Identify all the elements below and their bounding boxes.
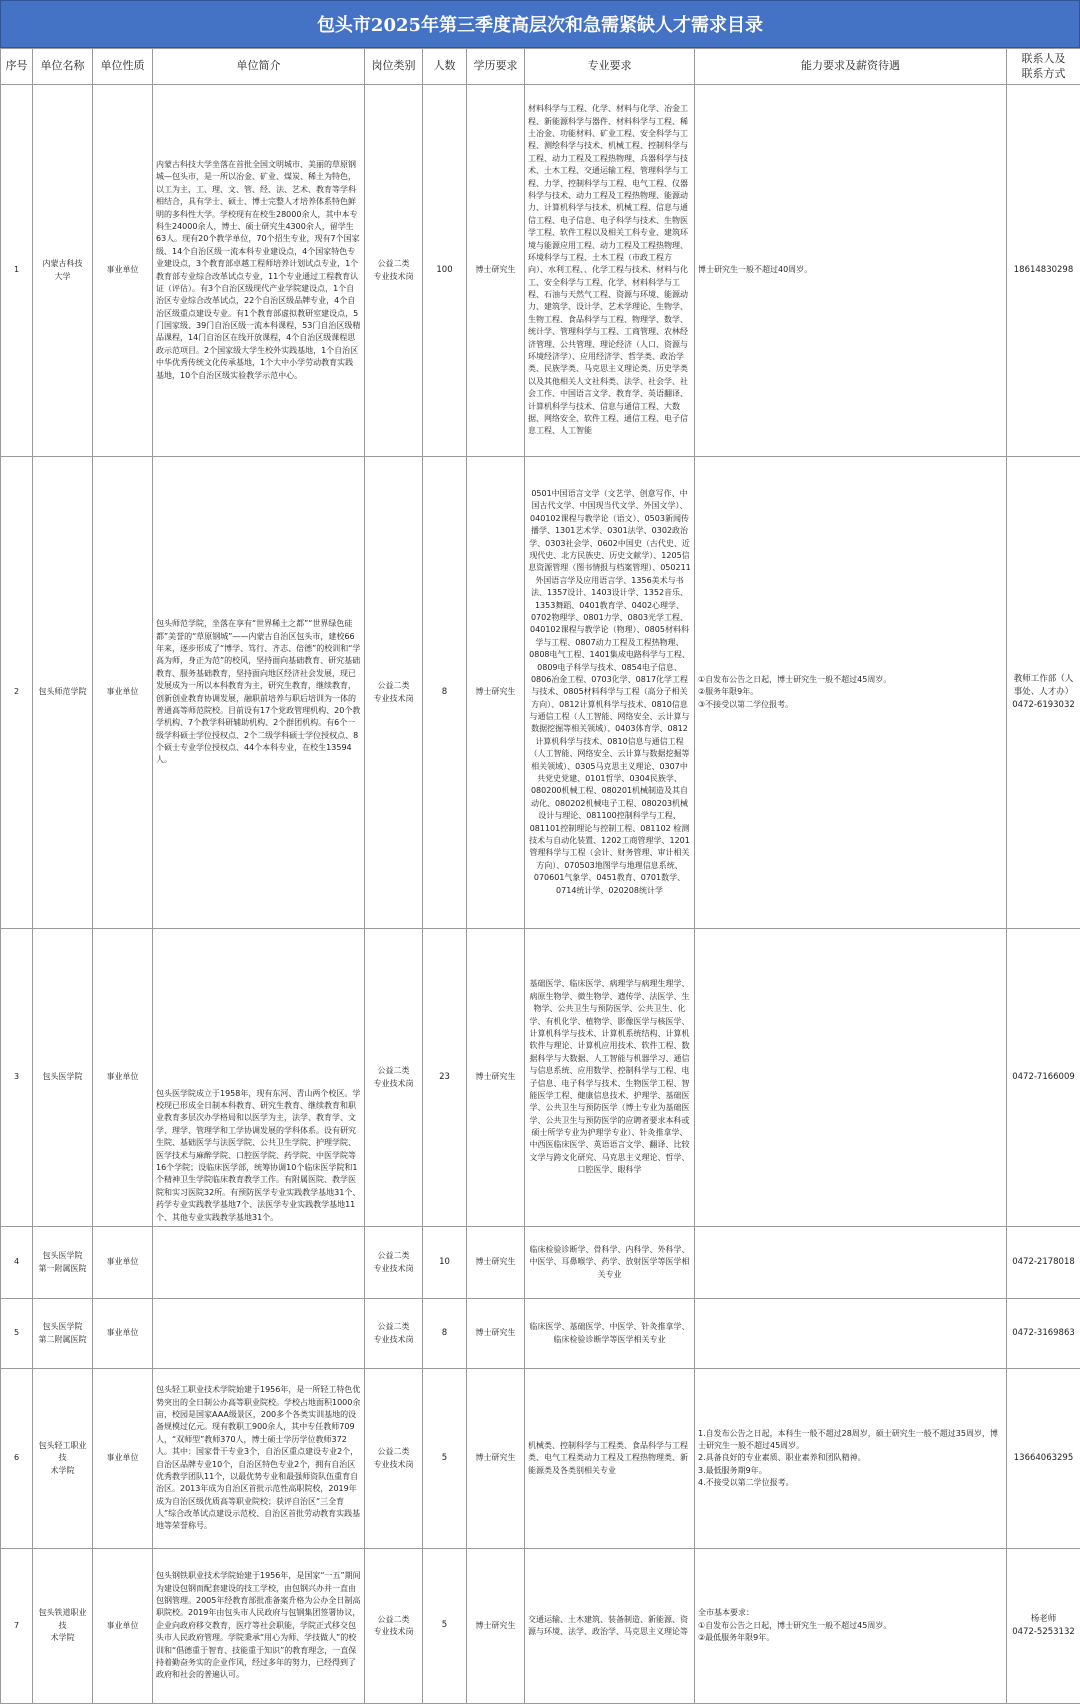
unit-nature: 事业单位 xyxy=(93,1299,153,1369)
row-no: 5 xyxy=(1,1299,33,1369)
major-requirement: 临床医学、基础医学、中医学、针灸推拿学、临床检验诊断学等医学相关专业 xyxy=(525,1299,695,1369)
unit-nature: 事业单位 xyxy=(93,929,153,1227)
contact: 18614830298 xyxy=(1007,85,1080,457)
unit-nature: 事业单位 xyxy=(93,457,153,929)
unit-name: 包头轻工职业技 术学院 xyxy=(33,1369,93,1549)
contact: 0472-2178018 xyxy=(1007,1227,1080,1299)
education: 博士研究生 xyxy=(467,929,525,1227)
talent-demand-table xyxy=(0,48,1080,1704)
headcount: 8 xyxy=(423,457,467,929)
row-no: 2 xyxy=(1,457,33,929)
major-requirement: 临床检验诊断学、骨科学、内科学、外科学、中医学、耳鼻喉学、药学、放射医学等医学相关专业 xyxy=(525,1227,695,1299)
ability-requirement: ①自发布公告之日起，博士研究生一般不超过45周岁。 ②服务年限9年。 ③不接受以第二学位报考。 xyxy=(695,457,1007,929)
header-count: 人数 xyxy=(423,49,467,85)
unit-name: 内蒙古科技 大学 xyxy=(33,85,93,457)
contact: 教师工作部（人事处、人才办） 0472-6193032 xyxy=(1007,457,1080,929)
header-ability: 能力要求及薪资待遇 xyxy=(695,49,1007,85)
row-no: 4 xyxy=(1,1227,33,1299)
row-no: 7 xyxy=(1,1549,33,1704)
headcount: 10 xyxy=(423,1227,467,1299)
table-row xyxy=(1,1227,1080,1299)
unit-intro: 包头钢铁职业技术学院始建于1956年，是国家“一五”期间为建设包钢而配套建设的技工学校，由包钢兴办并一直由包钢管理。2005年经教育部批准备案升格为公办全日制高职院校。2019年由包头市人民政府与包钢集团签署协议，企业向政府移交教育，医疗等社会职能，学院正式移交包头市人民政府管理。学院秉承“用心为师、学技做人”的校训和“倡德重于智育、技能重于知识”的教育理念，一直保持着勤奋务实的企业作风，经过多年的努力，已经得到了政府和社会的普遍认可。 xyxy=(153,1549,365,1704)
table-row xyxy=(1,1549,1080,1704)
education: 博士研究生 xyxy=(467,85,525,457)
unit-nature: 事业单位 xyxy=(93,85,153,457)
post-category: 公益二类 专业技术岗 xyxy=(365,457,423,929)
contact: 0472-7166009 xyxy=(1007,929,1080,1227)
post-category: 公益二类 专业技术岗 xyxy=(365,1369,423,1549)
ability-requirement xyxy=(695,929,1007,1227)
unit-intro: 包头轻工职业技术学院始建于1956年，是一所轻工特色优势突出的全日制公办高等职业院校。学校占地面积1000余亩，校园是国家AAA级景区，200多个各类实训基地的设备规模过亿元。现有教职工900余人，其中专任教师709人，“双师型”教师370人，博士硕士学历学位教师372人。其中：国家骨干专业3个，自治区重点建设专业2个，自治区品牌专业10个，自治区特色专业2个，拥有自治区优秀教学团队11个，以最优势专业和最强师资队伍重育自治区。2013年成为自治区首批示范性高职院校，2019年成为自治区级优质高等职业院校；获评自治区“三全育人”综合改革试点建设示范校、自治区首批劳动教育实践基地等荣誉称号。 xyxy=(153,1369,365,1549)
major-requirement: 基础医学、临床医学、病理学与病理生理学、病原生物学、微生物学、遗传学、法医学、生物学、公共卫生与预防医学、公共卫生、化学、有机化学、植物学、影像医学与核医学、计算机科学与技术、计算机系统结构、计算机软件与理论、计算机应用技术、软件工程、数据科学与大数据、人工智能与机器学习、通信与信息系统、应用数学、控制科学与工程、电子信息、电子科学与技术、生物医学工程、智能医学工程、健康信息技术、护理学、基础医学、公共卫生与预防医学（博士专业为基础医学、公共卫生与预防医学的应聘者要求本科或硕士所学专业为护理学专业）、针灸推拿学、中西医临床医学、英语语言文学、翻译、比较文学与跨文化研究、马克思主义理论、哲学、口腔医学、眼科学 xyxy=(525,929,695,1227)
education: 博士研究生 xyxy=(467,1369,525,1549)
table-row xyxy=(1,85,1080,457)
ability-requirement xyxy=(695,1299,1007,1369)
unit-intro: 内蒙古科技大学坐落在首批全国文明城市、美丽的草原钢城—包头市，是一所以冶金、矿业、煤炭、稀土为特色，以工为主，工、理、文、管、经、法、艺术、教育等学科相结合，具有学士、硕士、博士完整人才培养体系特色鲜明的多科性大学。学校现有在校生28000余人，其中本专科生24000余人，博士、硕士研究生4300余人，留学生63人。现有20个教学单位，70个招生专业，现有7个国家级、14个自治区级一流本科专业建设点，4个国家特色专业建设点，3个教育部卓越工程师培养计划试点专业，1个教育部专业综合改革试点专业，11个专业通过工程教育认证（评估）。有3个自治区级现代产业学院建设点，1个自治区专业综合改革试点，22个自治区级品牌专业，4个自治区级重点建设专业。有1个教育部虚拟教研室建设点，5门国家级、39门自治区级一流本科课程，53门自治区级精品课程，14门自治区在线开放课程，4个自治区级课程思政示范项目。2个国家级大学生校外实践基地，1个自治区中华优秀传统文化传承基地，1个大中小学劳动教育实践基地，10个自治区级实验教学示范中心。 xyxy=(153,85,365,457)
unit-intro xyxy=(153,1299,365,1369)
table-row xyxy=(1,1299,1080,1369)
table-row xyxy=(1,929,1080,1227)
post-category: 公益二类 专业技术岗 xyxy=(365,1299,423,1369)
header-contact: 联系人及 联系方式 xyxy=(1007,49,1080,85)
row-no: 3 xyxy=(1,929,33,1227)
header-education: 学历要求 xyxy=(467,49,525,85)
headcount: 5 xyxy=(423,1369,467,1549)
unit-intro xyxy=(153,1227,365,1299)
major-requirement: 0501中国语言文学（文艺学、创意写作、中国古代文学、中国现当代文学、外国文学）、040102课程与教学论（语文）、0503新闻传播学、1301艺术学、0301法学、0302政治学、0303社会学、0602中国史（古代史、近现代史、北方民族史、历史文献学）、1205信息资源管理（图书情报与档案管理）、050211外国语言学及应用语言学、1356美术与书法、1357设计、1403设计学、1352音乐、1353舞蹈、0401教育学、0402心理学、0702物理学、0801力学、0803光学工程、040102课程与教学论（物理）、0805材料科学与工程、0807动力工程及工程热物理、0808电气工程、1401集成电路科学与工程、0809电子科学与技术、0854电子信息、0806冶金工程、0703化学、0817化学工程与技术、0805材料科学与工程（高分子相关方向）、0812计算机科学与技术、0810信息与通信工程（人工智能、网络安全、云计算与数据挖掘等相关领域）、0403体育学、0812计算机科学与技术、0810信息与通信工程（人工智能、网络安全、云计算与数据挖掘等相关领域）、0305马克思主义理论、0307中共党史党建、0101哲学、0304民族学、080200机械工程、080201机械制造及其自动化、080202机械电子工程、080203机械设计与理论、081100控制科学与工程、081101控制理论与控制工程、081102 检测技术与自动化装置、1202工商管理学、1201管理科学与工程（会计、财务管理、审计相关方向）、070503地图学与地理信息系统、070601气象学、0451教育、0701数学、0714统计学、020208统计学 xyxy=(525,457,695,929)
unit-name: 包头医学院 xyxy=(33,929,93,1227)
unit-name: 包头医学院 第二附属医院 xyxy=(33,1299,93,1369)
major-requirement: 机械类、控制科学与工程类、食品科学与工程类、电气工程类动力工程及工程热物理类、新能源类及各类别相关专业 xyxy=(525,1369,695,1549)
header-unit-name: 单位名称 xyxy=(33,49,93,85)
unit-intro: 包头师范学院，坐落在享有“世界稀土之都”“世界绿色硅都”美誉的“草原钢城”——内蒙古自治区包头市，建校66年来，逐步形成了“博学、笃行、齐志、倍德”的校训和“学高为师，身正为范”的校风，坚持面向基础教育、研究基础教育、服务基础教育，坚持面向地区经济社会发展，现已发展成为一所以本科教育为主，研究生教育，继续教育，创新创业教育协调发展，融职前培养与职后培训为一体的普通高等师范院校。目前设有17个党政管理机构、20个教学机构、7个教学科研辅助机构、2个群团机构。有6个一级学科硕士学位授权点、2个二级学科硕士学位授权点、8个硕士专业学位授权点、44个本科专业，在校生13594人。 xyxy=(153,457,365,929)
page-title: 包头市2025年第三季度高层次和急需紧缺人才需求目录 xyxy=(0,0,1080,48)
headcount: 8 xyxy=(423,1299,467,1369)
contact: 0472-3169863 xyxy=(1007,1299,1080,1369)
education: 博士研究生 xyxy=(467,1549,525,1704)
education: 博士研究生 xyxy=(467,457,525,929)
unit-name: 包头铁道职业技 术学院 xyxy=(33,1549,93,1704)
education: 博士研究生 xyxy=(467,1227,525,1299)
row-no: 6 xyxy=(1,1369,33,1549)
header-major: 专业要求 xyxy=(525,49,695,85)
headcount: 23 xyxy=(423,929,467,1227)
ability-requirement: 全市基本要求： ①自发布公告之日起，博士研究生一般不超过45周岁。 ②最低服务年限9年。 xyxy=(695,1549,1007,1704)
headcount: 100 xyxy=(423,85,467,457)
unit-nature: 事业单位 xyxy=(93,1549,153,1704)
unit-name: 包头师范学院 xyxy=(33,457,93,929)
ability-requirement: 博士研究生一般不超过40周岁。 xyxy=(695,85,1007,457)
ability-requirement: 1.自发布公告之日起，本科生一般不超过28周岁，硕士研究生一般不超过35周岁，博士研究生一般不超过45周岁。 2.具备良好的专业素质、职业素养和团队精神。 3.最低服务期9年。 4.不接受以第二学位报考。 xyxy=(695,1369,1007,1549)
headcount: 5 xyxy=(423,1549,467,1704)
unit-name: 包头医学院 第一附属医院 xyxy=(33,1227,93,1299)
table-header-row xyxy=(1,49,1080,85)
post-category: 公益二类 专业技术岗 xyxy=(365,85,423,457)
row-no: 1 xyxy=(1,85,33,457)
unit-nature: 事业单位 xyxy=(93,1369,153,1549)
major-requirement: 材料科学与工程、化学、材料与化学、冶金工程、新能源科学与器件、材料科学与工程、稀土冶金、功能材料、矿业工程、安全科学与工程、测绘科学与技术、机械工程、控制科学与工程、动力工程及工程热物理、兵器科学与技术、土木工程、交通运输工程、管理科学与工程、力学、控制科学与工程、电气工程、仪器科学与技术、动力工程及工程热物理、能源动力、计算机科学与技术、机械工程、信息与通信工程、电子信息、电子科学与技术、生物医学工程、软件工程以及相关工科专业、建筑环境与能源应用工程、动力工程及工程热物理、环境科学与工程、土木工程（市政工程方向）、水利工程、、化学工程与技术、材料与化工、安全科学与工程、化学、材料科学与工程、石油与天然气工程、资源与环境、能源动力、建筑学、设计学、艺术学理论、生物学、生物工程、食品科学与工程、物理学、数学、统计学、管理科学与工程、工商管理、农林经济管理、公共管理、理论经济（人口、资源与环境经济学）、应用经济学、哲学类、政治学类、民族学类、马克思主义理论类、历史学类以及其他相关人文社科类、法学、社会学、社会工作、中国语言文学、教育学、英语翻译、计算机科学与技术、信息与通信工程、大数据、网络安全、软件工程、通信工程、电子信息工程、人工智能 xyxy=(525,85,695,457)
table-row xyxy=(1,1369,1080,1549)
ability-requirement xyxy=(695,1227,1007,1299)
education: 博士研究生 xyxy=(467,1299,525,1369)
header-unit-intro: 单位简介 xyxy=(153,49,365,85)
unit-nature: 事业单位 xyxy=(93,1227,153,1299)
post-category: 公益二类 专业技术岗 xyxy=(365,1227,423,1299)
major-requirement: 交通运输、土木建筑、装备制造、新能源、资源与环境、法学、政治学、马克思主义理论等 xyxy=(525,1549,695,1704)
contact: 13664063295 xyxy=(1007,1369,1080,1549)
table-row xyxy=(1,457,1080,929)
post-category: 公益二类 专业技术岗 xyxy=(365,1549,423,1704)
header-post-category: 岗位类别 xyxy=(365,49,423,85)
header-unit-nature: 单位性质 xyxy=(93,49,153,85)
header-no: 序号 xyxy=(1,49,33,85)
unit-intro: 包头医学院成立于1958年，现有东河、青山两个校区。学校现已形成全日制本科教育、研究生教育、继续教育和职业教育多层次办学格局和以医学为主，法学、教育学、文学、理学、管理学和工学协调发展的学科体系。设有研究生院、基础医学与法医学院、公共卫生学院、护理学院、医学技术与麻醉学院、口腔医学院、药学院、中医学院等16个学院；设临床医学部，统筹协调10个临床医学院和1个精神卫生学院临床教育教学工作。有附属医院、教学医院和实习医院32所。有预防医学专业实践教学基地31个、药学专业实践教学基地7个、法医学专业实践教学基地11个、其他专业实践教学基地31个。 xyxy=(153,929,365,1227)
post-category: 公益二类 专业技术岗 xyxy=(365,929,423,1227)
contact: 杨老师 0472-5253132 xyxy=(1007,1549,1080,1704)
